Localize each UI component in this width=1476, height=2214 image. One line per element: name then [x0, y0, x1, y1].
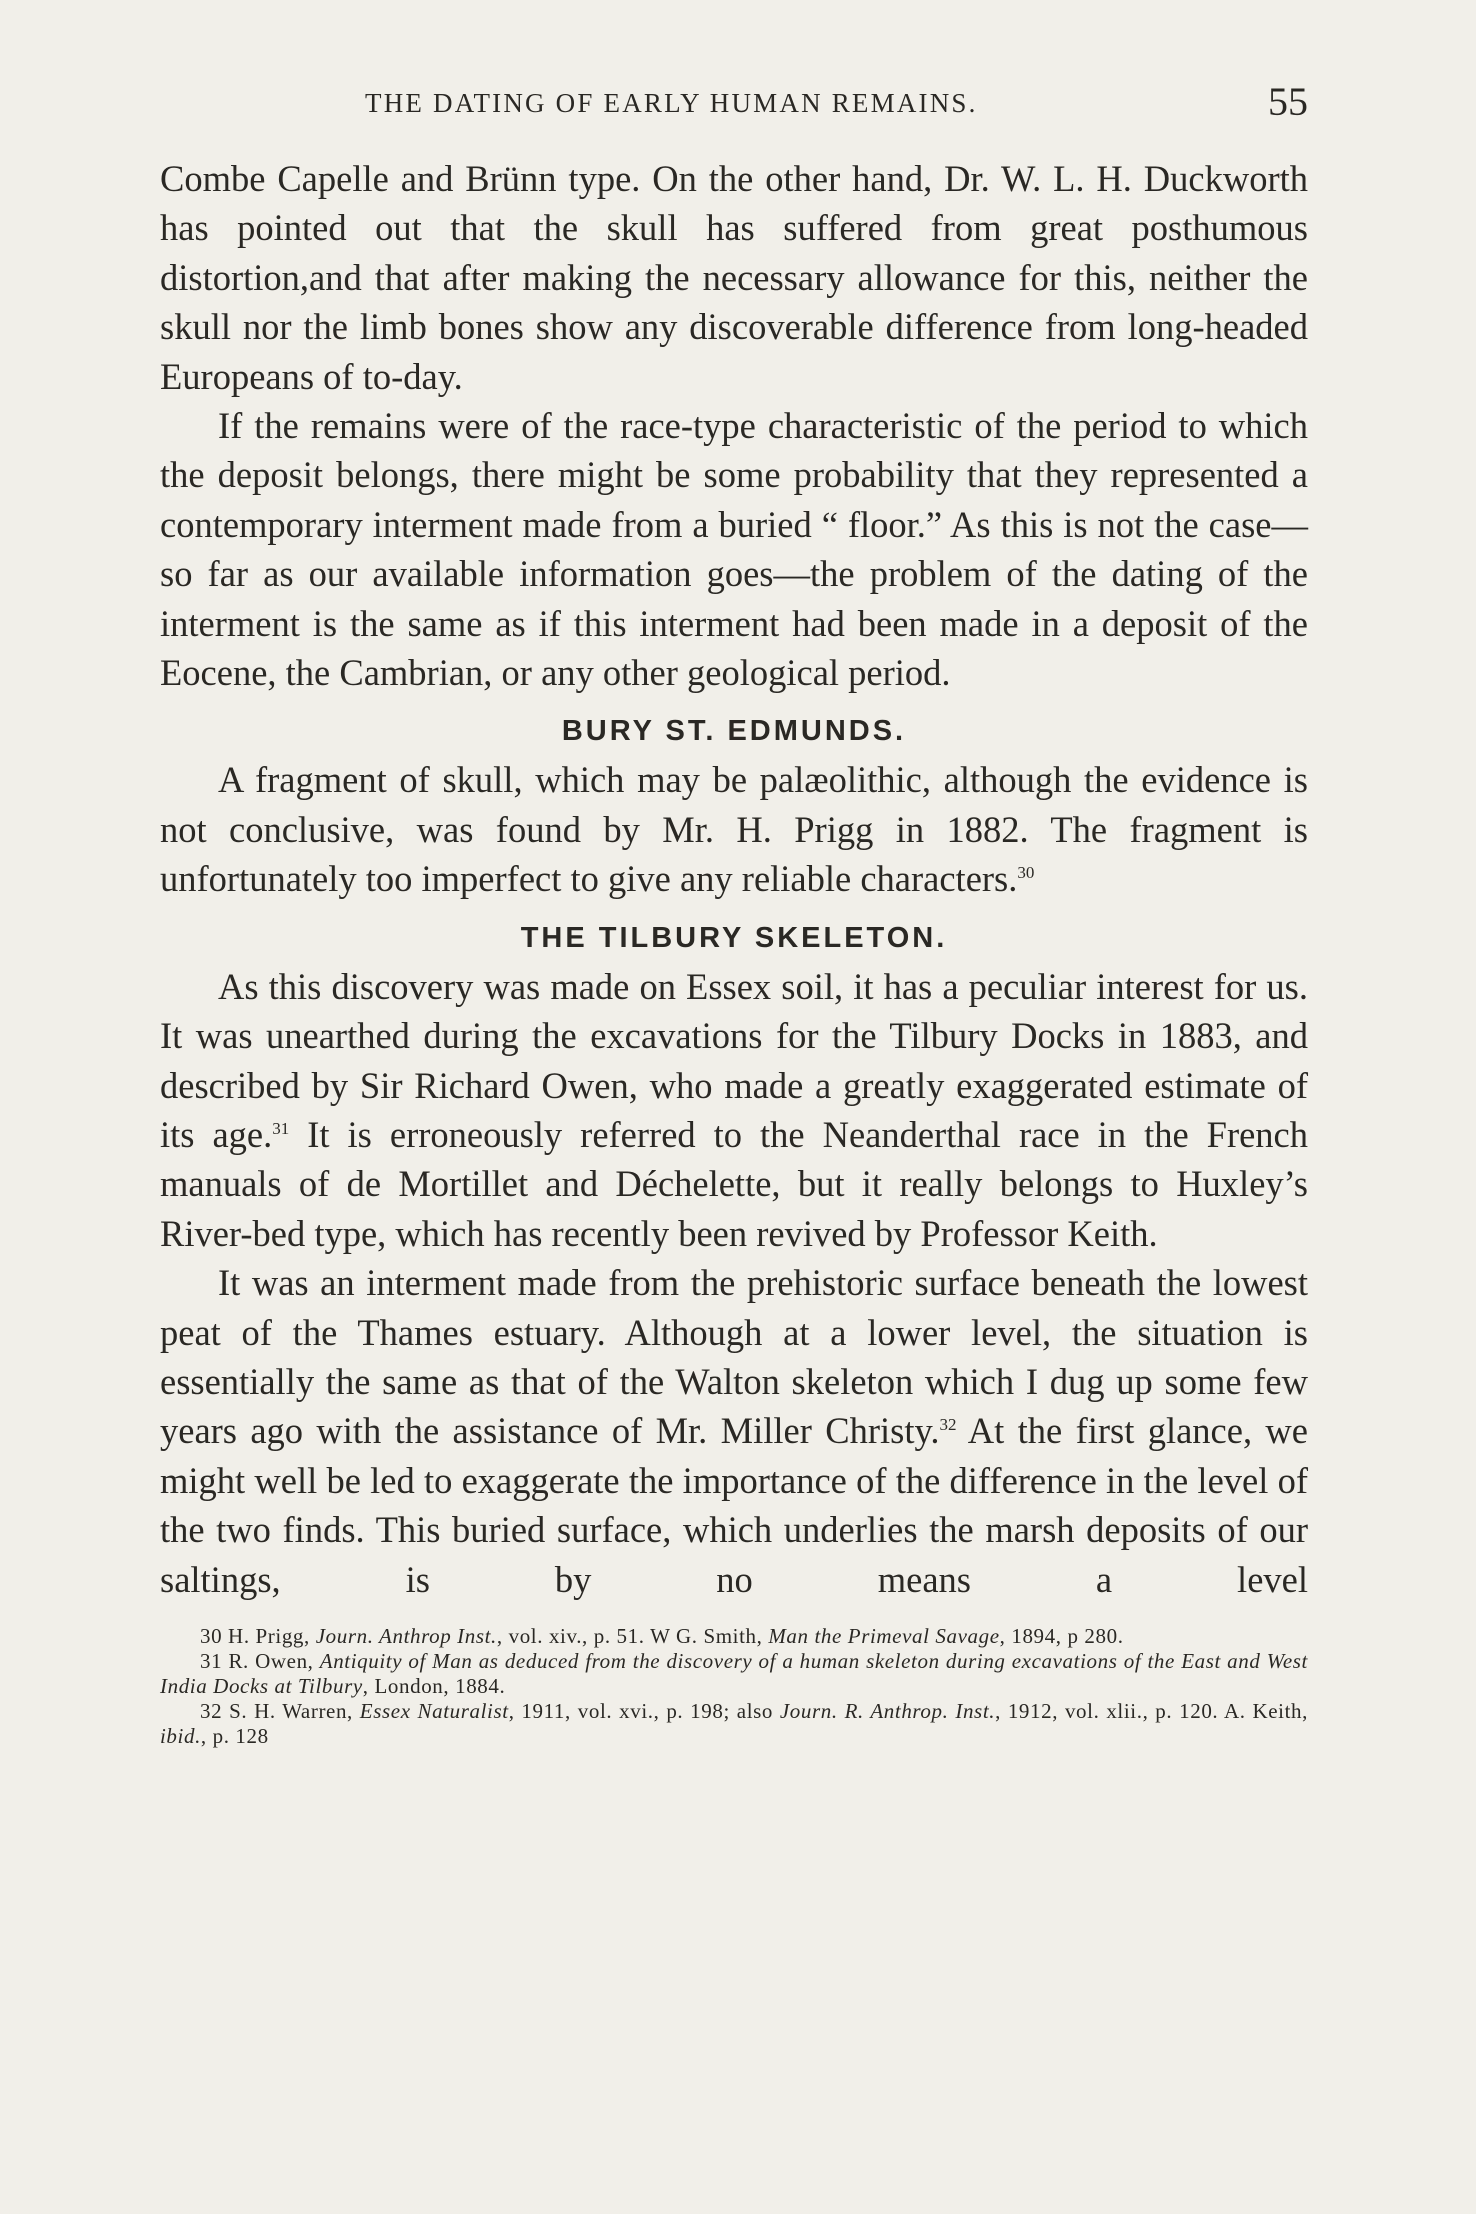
- footnote-ref-32: 32: [939, 1415, 957, 1435]
- paragraph-interment-text-b: At the first glance, we might well be led to exaggerate the importance of the difference in the level of the two finds. This buried surface, which underlies the marsh deposits of our saltings, is by no means a level: [160, 1410, 1308, 1600]
- paragraph-tilbury-text-a: As this discovery was made on Essex soil, it has a peculiar interest for us. It was unearthed during the excavations for the Tilbury Docks in 1883, and described by Sir Richard Owen, who made a greatly exaggerated estimate of its age.: [160, 965, 1308, 1155]
- paragraph-tilbury-discovery: [160, 962, 1308, 1258]
- footnote-32-details: , 1911, vol. xvi., p. 198; also: [508, 1698, 780, 1723]
- section-heading-bury-st-edmunds: BURY ST. EDMUNDS.: [561, 715, 907, 748]
- footnote-31-author: 31 R. Owen,: [200, 1648, 320, 1673]
- footnote-30-journal: Journ. Anthrop Inst.: [315, 1623, 497, 1648]
- paragraph-continuation: Combe Capelle and Brünn type. On the other hand, Dr. W. L. H. Duckworth has pointed out that the skull has suffered from great posthumous distortion,and that after making the necessary allowance for this, neither the skull nor the limb bones show any discoverable difference from long-headed Europeans of to-day.: [160, 158, 1308, 397]
- running-title: THE DATING OF EARLY HUMAN REMAINS.: [365, 88, 978, 118]
- footnote-30-details: , vol. xiv., p. 51. W G. Smith,: [496, 1623, 769, 1648]
- section-heading-tilbury-skeleton: THE TILBURY SKELETON.: [520, 921, 948, 954]
- footnote-32-details-2: , 1912, vol. xlii., p. 120. A. Keith,: [995, 1698, 1308, 1723]
- footnote-30-year: , 1894, p 280.: [999, 1623, 1124, 1648]
- footnote-31-place: , London, 1884.: [362, 1673, 506, 1698]
- paragraph-race-type: If the remains were of the race-type characteristic of the period to which the deposit belongs, there might be some probability that they represented a contemporary interment made from a buried “ floor.” As this is not the case—so far as our available information goes—the problem of the dating of the interment is the same as if this interment had been made in a deposit of the Eocene, the Cambrian, or any other geological period.: [160, 405, 1308, 694]
- footnote-32-journal: Essex Naturalist: [359, 1698, 509, 1723]
- footnotes: [160, 1624, 1308, 1749]
- footnote-ref-30: 30: [1017, 863, 1035, 883]
- footnote-32-journal-2: Journ. R. Anthrop. Inst.: [779, 1698, 996, 1723]
- running-head: [160, 78, 1308, 128]
- footnote-32-page: , p. 128: [200, 1723, 269, 1748]
- paragraph-interment-text-a: It was an interment made from the prehistoric surface beneath the lowest peat of the Thames estuary. Although at a lower level, the situation is essentially the same as that of the Walton skeleton which I dug up some few years ago with the assistance of Mr. Miller Christy.: [160, 1262, 1308, 1452]
- footnote-32-ibid: ibid.: [160, 1723, 201, 1748]
- footnote-31-title: Antiquity of Man as deduced from the discovery of a human skeleton during excavations of the East and West India Docks at Tilbury: [160, 1648, 1308, 1698]
- book-page: [160, 78, 1308, 1749]
- footnote-ref-31: 31: [272, 1118, 290, 1138]
- footnote-31: [160, 1649, 1308, 1699]
- body-text: [160, 154, 1308, 1604]
- footnote-30: [160, 1624, 1308, 1649]
- page-number: 55: [1268, 79, 1308, 124]
- paragraph-bury-fragment-text: A fragment of skull, which may be palæolithic, although the evidence is not conclusive, was found by Mr. H. Prigg in 1882. The fragment is unfortunately too imperfect to give any reliable characters.: [160, 759, 1308, 900]
- footnote-30-author: 30 H. Prigg,: [200, 1623, 316, 1648]
- footnote-30-book: Man the Primeval Savage: [768, 1623, 1000, 1648]
- footnote-32: [160, 1699, 1308, 1749]
- paragraph-tilbury-interment: [160, 1258, 1308, 1604]
- paragraph-bury-fragment: [160, 755, 1308, 903]
- paragraph-tilbury-text-b: It is erroneously referred to the Neanderthal race in the French manuals of de Mortillet and Déchelette, but it really belongs to Huxley’s River-bed type, which has recently been revived by Professor Keith.: [160, 1113, 1309, 1254]
- footnote-32-author: 32 S. H. Warren,: [200, 1698, 360, 1723]
